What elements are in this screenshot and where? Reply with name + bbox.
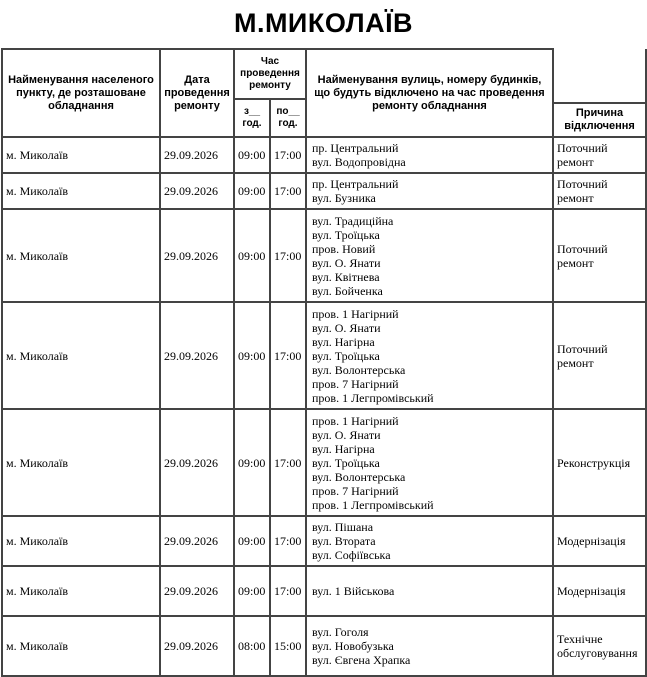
reason-line: Технічне	[557, 632, 603, 646]
street-line: вул. Втората	[312, 534, 376, 548]
time-from-cell: 09:00	[234, 137, 270, 173]
time-to-cell: 17:00	[270, 302, 306, 409]
time-from-cell: 09:00	[234, 209, 270, 302]
place-cell: м. Миколаїв	[2, 616, 160, 676]
streets-cell	[306, 616, 553, 676]
reason-cell	[553, 173, 646, 209]
date-cell: 29.09.2026	[160, 302, 234, 409]
time-to-cell: 17:00	[270, 209, 306, 302]
reason-line: Модернізація	[557, 584, 626, 598]
street-line: вул. Троїцька	[312, 348, 380, 363]
time-from-cell: 09:00	[234, 302, 270, 409]
place-cell: м. Миколаїв	[2, 566, 160, 616]
reason-line: обслуговування	[557, 646, 638, 660]
reason-cell	[553, 409, 646, 516]
reason-line: ремонт	[557, 355, 594, 370]
reason-cell	[553, 566, 646, 616]
reason-line: Поточний	[557, 341, 608, 356]
table-row	[2, 616, 646, 676]
time-from-cell: 08:00	[234, 616, 270, 676]
street-line: вул. Традиційна	[312, 213, 394, 228]
header-date: Дата проведення ремонту	[160, 49, 234, 137]
reason-cell	[553, 209, 646, 302]
place-cell: м. Миколаїв	[2, 137, 160, 173]
street-line: вул. Нагірна	[312, 441, 375, 456]
place-cell: м. Миколаїв	[2, 516, 160, 566]
date-cell: 29.09.2026	[160, 137, 234, 173]
time-to-cell: 17:00	[270, 566, 306, 616]
street-line: вул. Євгена Храпка	[312, 653, 411, 667]
time-to-cell: 17:00	[270, 516, 306, 566]
place-cell: м. Миколаїв	[2, 409, 160, 516]
header-to: по__ год.	[270, 99, 306, 137]
time-to-cell: 17:00	[270, 137, 306, 173]
street-line: пров. 1 Нагірний	[312, 306, 399, 321]
table-row	[2, 516, 646, 566]
place-cell: м. Миколаїв	[2, 173, 160, 209]
header-reason: Причина відключення	[553, 103, 646, 137]
time-to-cell: 15:00	[270, 616, 306, 676]
street-line: вул. Бойченка	[312, 283, 383, 298]
street-line: вул. Гоголя	[312, 625, 369, 639]
table-row	[2, 566, 646, 616]
time-to-cell: 17:00	[270, 409, 306, 516]
time-from-cell: 09:00	[234, 566, 270, 616]
time-from-cell: 09:00	[234, 409, 270, 516]
street-line: пров. 7 Нагірний	[312, 376, 399, 391]
street-line: вул. Троїцька	[312, 227, 380, 242]
street-line: вул. Нагірна	[312, 334, 375, 349]
date-cell: 29.09.2026	[160, 409, 234, 516]
header-time: Час проведення ремонту	[234, 49, 306, 99]
date-cell: 29.09.2026	[160, 516, 234, 566]
place-cell: м. Миколаїв	[2, 302, 160, 409]
street-line: вул. 1 Військова	[312, 584, 395, 598]
street-line: вул. О. Янати	[312, 320, 381, 335]
outage-table	[1, 48, 647, 677]
time-from-cell: 09:00	[234, 516, 270, 566]
reason-line: Поточний	[557, 141, 608, 155]
streets-cell	[306, 173, 553, 209]
street-line: пров. 1 Нагірний	[312, 413, 399, 428]
streets-cell	[306, 137, 553, 173]
street-line: вул. Волонтерська	[312, 362, 406, 377]
date-cell: 29.09.2026	[160, 173, 234, 209]
streets-cell	[306, 409, 553, 516]
street-line: вул. Водопровідна	[312, 155, 406, 169]
street-line: вул. Софіївська	[312, 548, 391, 562]
streets-cell	[306, 516, 553, 566]
table-row	[2, 209, 646, 302]
streets-cell	[306, 566, 553, 616]
reason-cell	[553, 516, 646, 566]
street-line: вул. Троїцька	[312, 455, 380, 470]
table-row	[2, 409, 646, 516]
street-line: вул. Волонтерська	[312, 469, 406, 484]
reason-line: Поточний	[557, 177, 608, 191]
street-line: пров. 7 Нагірний	[312, 483, 399, 498]
reason-line: ремонт	[557, 155, 594, 169]
table-row	[2, 302, 646, 409]
reason-cell	[553, 302, 646, 409]
street-line: вул. Квітнева	[312, 269, 380, 284]
date-cell: 29.09.2026	[160, 209, 234, 302]
street-line: пров. 1 Легпромівський	[312, 390, 434, 405]
header-place: Найменування населеного пункту, де розташоване обладнання	[2, 49, 160, 137]
street-line: вул. О. Янати	[312, 427, 381, 442]
time-to-cell: 17:00	[270, 173, 306, 209]
date-cell: 29.09.2026	[160, 566, 234, 616]
place-cell: м. Миколаїв	[2, 209, 160, 302]
reason-line: Модернізація	[557, 534, 626, 548]
street-line: вул. Бузника	[312, 191, 376, 205]
header-streets: Найменування вулиць, номеру будинків, що будуть відключено на час проведення ремонту обладнання	[306, 49, 553, 137]
date-cell: 29.09.2026	[160, 616, 234, 676]
table-row	[2, 137, 646, 173]
reason-line: Реконструкція	[557, 455, 631, 470]
header-reason-spacer	[553, 49, 646, 99]
reason-line: Поточний	[557, 241, 608, 256]
reason-line: ремонт	[557, 255, 594, 270]
street-line: пров. Новий	[312, 241, 376, 256]
street-line: вул. Пішана	[312, 520, 374, 534]
street-line: пр. Центральний	[312, 177, 399, 191]
page-title: М.МИКОЛАЇВ	[233, 8, 414, 38]
header-from: з__ год.	[234, 99, 270, 137]
street-line: вул. Новобузька	[312, 639, 394, 653]
street-line: пров. 1 Легпромівський	[312, 497, 434, 512]
streets-cell	[306, 209, 553, 302]
reason-cell	[553, 137, 646, 173]
reason-cell	[553, 616, 646, 676]
table-row	[2, 173, 646, 209]
street-line: вул. О. Янати	[312, 255, 381, 270]
street-line: пр. Центральний	[312, 141, 399, 155]
reason-line: ремонт	[557, 191, 594, 205]
streets-cell	[306, 302, 553, 409]
time-from-cell: 09:00	[234, 173, 270, 209]
